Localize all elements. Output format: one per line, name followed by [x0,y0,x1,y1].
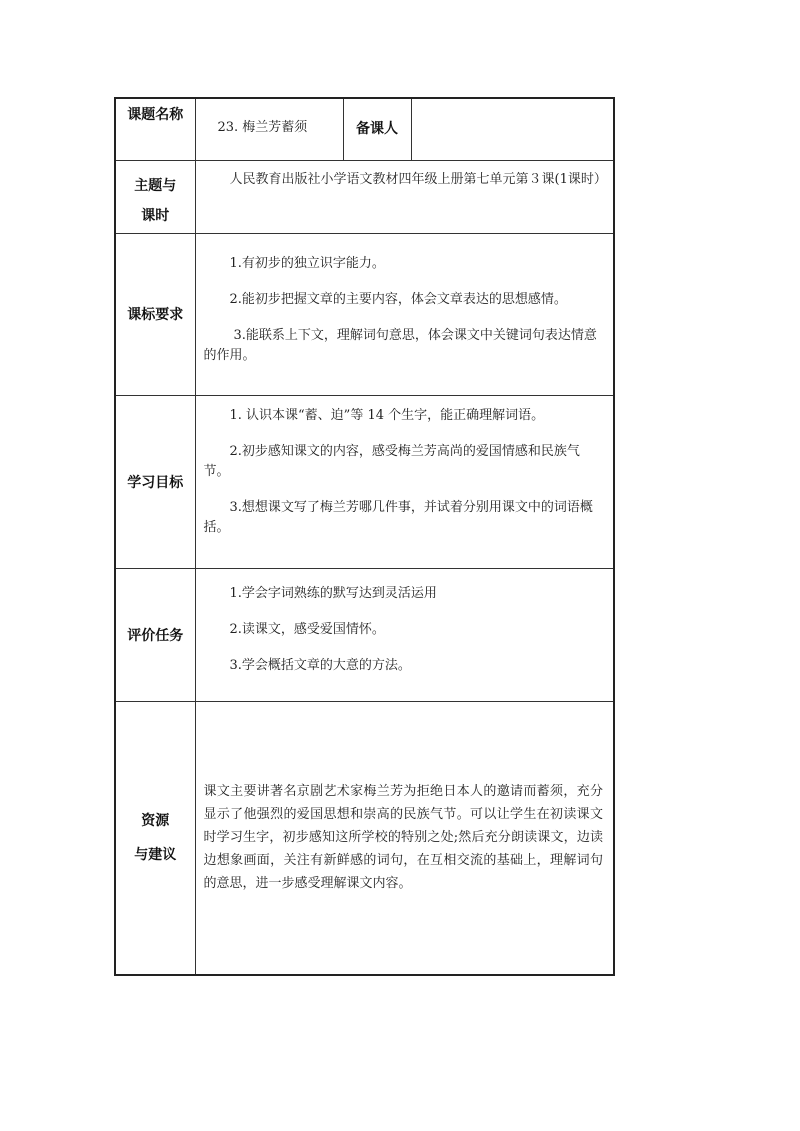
topic-label: 课题名称 [127,107,184,123]
resources-label-line1: 资源 [141,812,170,829]
resources-row [115,701,614,975]
teacher-label-cell [343,98,411,160]
goals-item: 1. 认识本课“蓄、迫”等 14 个生字，能正确理解词语。 [229,407,545,423]
standards-content-cell [195,233,614,395]
resources-content: 课文主要讲著名京剧艺术家梅兰芳为拒绝日本人的邀请而蓄须，充分显示了他强烈的爱国思想和崇高的民族气节。可以让学生在初读课文时学习生字，初步感知这所学校的特别之处;然后充分朗读课文，边读边想象画面，关注有新鲜感的词句，在互相交流的基础上，理解词句的意思，进一步感受理解课文内容。 [203,784,603,892]
goals-label-cell [115,395,195,568]
standards-item: 2.能初步把握文章的主要内容，体会文章表达的思想感情。 [229,291,567,307]
goals-label: 学习目标 [127,474,184,491]
topic-row [115,98,614,160]
standards-item: 3.能联系上下文，理解词句意思，体会课文中关键词句表达情意的作用。 [203,327,597,363]
evaluation-label: 评价任务 [127,627,184,644]
evaluation-content-cell [195,568,614,701]
evaluation-label-cell [115,568,195,701]
teacher-value-cell [411,98,614,160]
goals-content-cell [195,395,614,568]
theme-content-cell [195,160,614,233]
evaluation-item: 1.学会字词熟练的默写达到灵活运用 [229,585,437,601]
topic-value-cell [195,98,343,160]
goals-item: 3.想想课文写了梅兰芳哪几件事，并试着分别用课文中的词语概括。 [203,499,593,535]
goals-item: 2.初步感知课文的内容，感受梅兰芳高尚的爱国情感和民族气节。 [203,443,580,479]
evaluation-item: 2.读课文，感受爱国情怀。 [229,621,385,637]
theme-label-line2: 课时 [141,207,170,224]
standards-row [115,233,614,395]
evaluation-row [115,568,614,701]
lesson-plan-table [114,97,615,976]
resources-content-cell [195,701,614,975]
topic-value: 23. 梅兰芳蓄须 [217,120,308,135]
resources-label-cell [115,701,195,975]
evaluation-item: 3.学会概括文章的大意的方法。 [229,657,411,673]
theme-row [115,160,614,233]
standards-label-cell [115,233,195,395]
teacher-label: 备课人 [356,121,398,137]
topic-label-cell [115,98,195,160]
theme-content: 人民教育出版社小学语文教材四年级上册第七单元第３课(1课时） [229,171,607,187]
standards-label: 课标要求 [127,307,184,323]
theme-label-cell [115,160,195,233]
resources-label-line2: 与建议 [134,846,177,863]
goals-row [115,395,614,568]
standards-item: 1.有初步的独立识字能力。 [229,255,385,271]
theme-label-line1: 主题与 [134,177,177,194]
